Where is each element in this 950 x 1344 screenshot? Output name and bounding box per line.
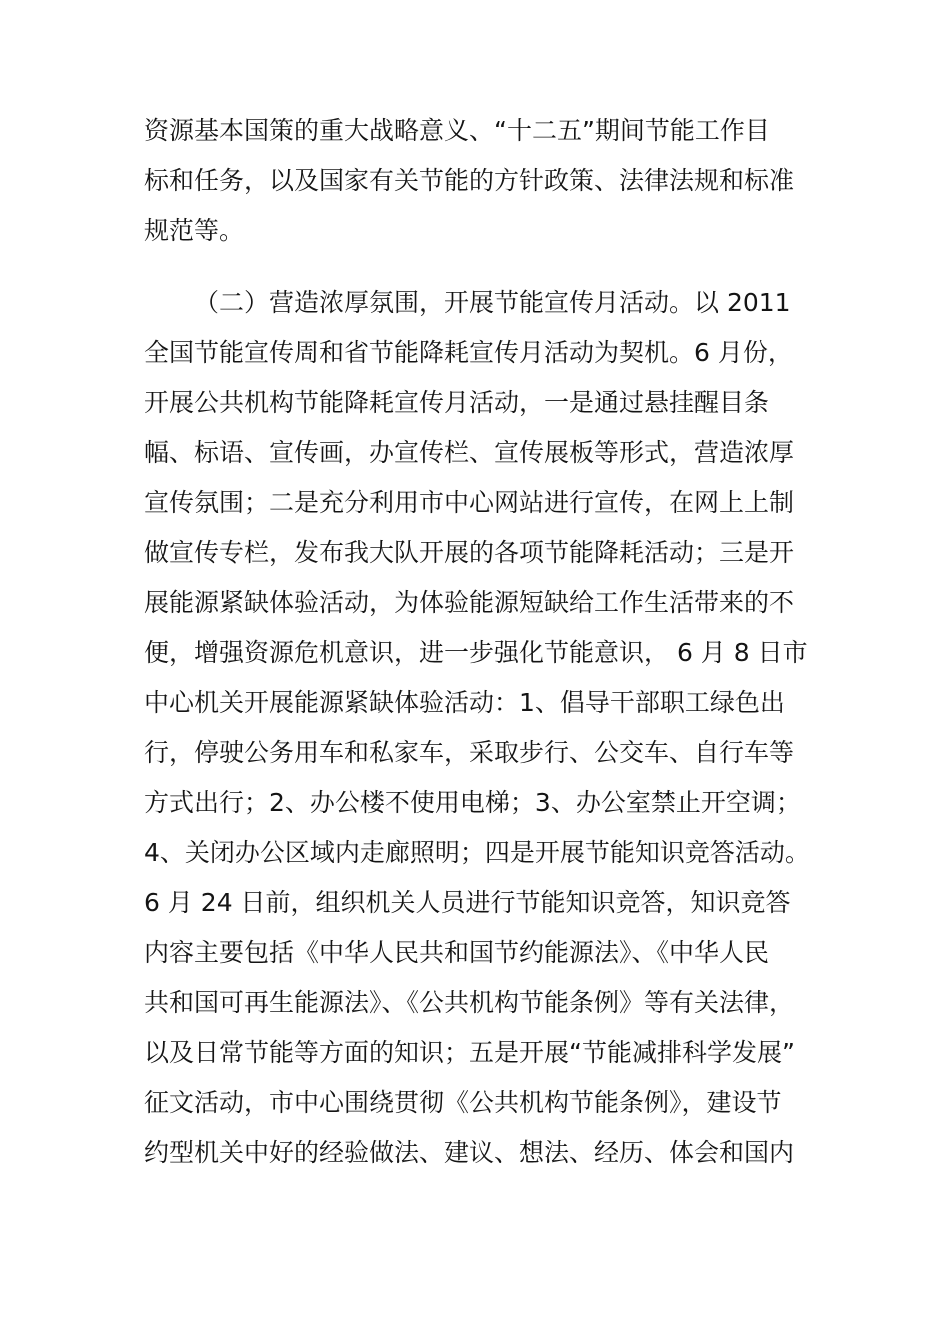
text-line: 以及日常节能等方面的知识；五是开展“节能减排科学发展” [144,1038,795,1067]
text-line: 资源基本国策的重大战略意义、“十二五”期间节能工作目 [144,116,770,145]
text-line: （二）营造浓厚氛围，开展节能宣传月活动。以 2011 [194,288,791,317]
text-line: 共和国可再生能源法》、《公共机构节能条例》等有关法律， [144,988,795,1017]
text-line: 便，增强资源危机意识，进一步强化节能意识， 6 月 8 日市 [144,638,808,667]
text-line: 展能源紧缺体验活动，为体验能源短缺给工作生活带来的不 [144,588,795,617]
text-line: 中心机关开展能源紧缺体验活动：1、倡导干部职工绿色出 [144,688,785,717]
text-line: 宣传氛围；二是充分利用市中心网站进行宣传，在网上上制 [144,488,795,517]
text-line: 6 月 24 日前，组织机关人员进行节能知识竞答，知识竞答 [144,888,791,917]
text-line: 行，停驶公务用车和私家车，采取步行、公交车、自行车等 [144,738,795,767]
text-line: 约型机关中好的经验做法、建议、想法、经历、体会和国内 [144,1138,795,1167]
text-line: 内容主要包括《中华人民共和国节约能源法》、《中华人民 [144,938,770,967]
text-line: 标和任务，以及国家有关节能的方针政策、法律法规和标准 [144,166,795,195]
text-line: 全国节能宣传周和省节能降耗宣传月活动为契机。6 月份， [144,338,793,367]
text-line: 开展公共机构节能降耗宣传月活动，一是通过悬挂醒目条 [144,388,770,417]
text-line: 方式出行；2、办公楼不使用电梯；3、办公室禁止开空调； [144,788,801,817]
text-line: 4、关闭办公区域内走廊照明；四是开展节能知识竞答活动。 [144,838,810,867]
text-line: 幅、标语、宣传画，办宣传栏、宣传展板等形式，营造浓厚 [144,438,795,467]
text-line: 做宣传专栏，发布我大队开展的各项节能降耗活动；三是开 [144,538,795,567]
text-line: 征文活动，市中心围绕贯彻《公共机构节能条例》，建设节 [144,1088,782,1117]
text-line: 规范等。 [144,216,245,245]
